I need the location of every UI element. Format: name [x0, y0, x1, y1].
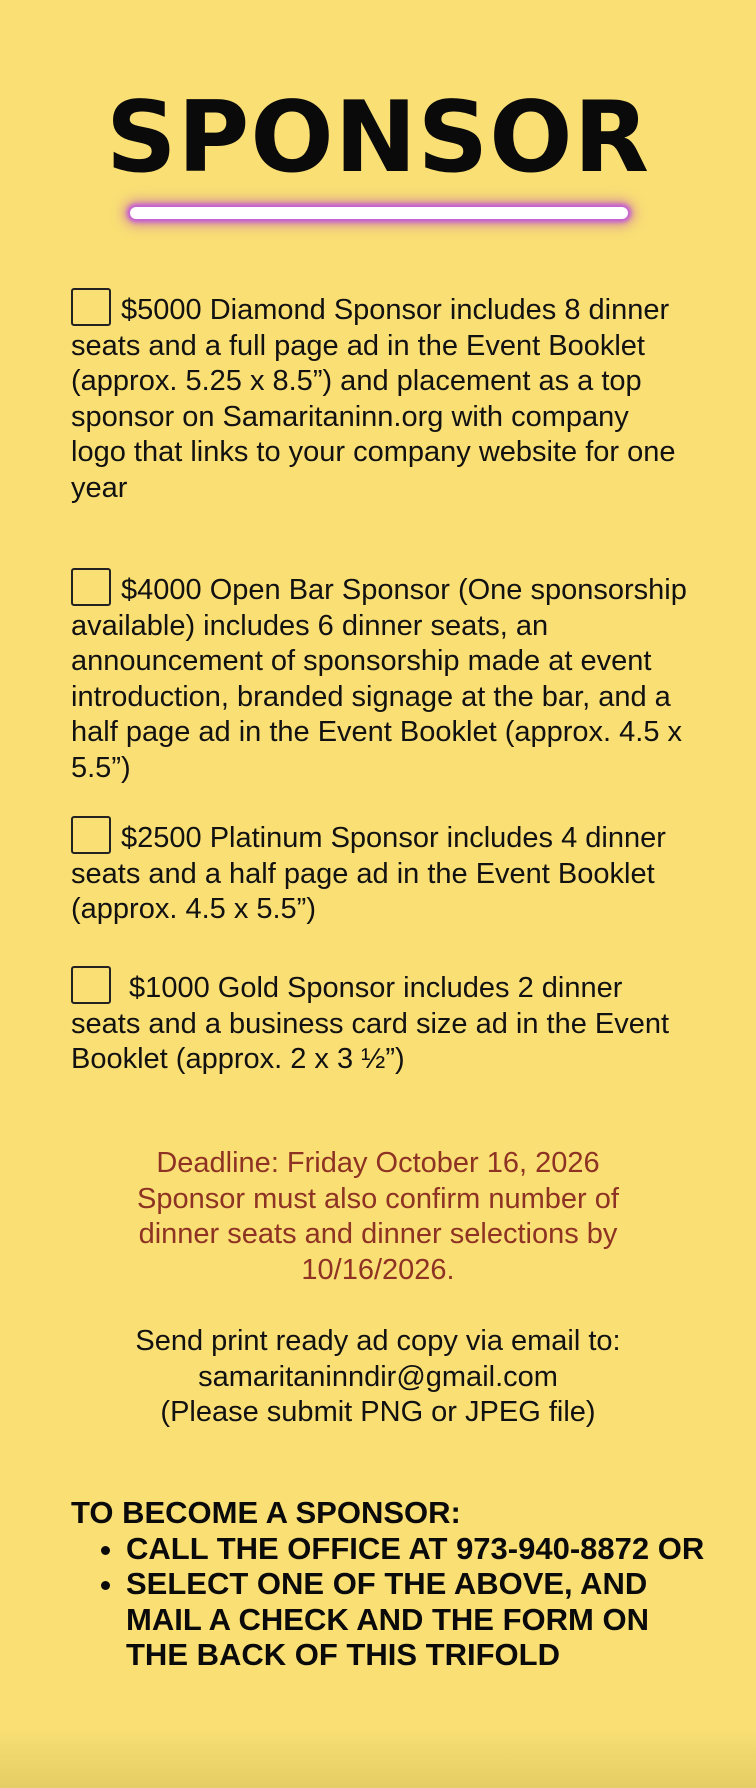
neon-underline — [130, 207, 628, 219]
sponsor-option-platinum — [71, 816, 691, 928]
deadline-notice — [60, 1146, 696, 1288]
cta-item-call: • CALL THE OFFICE AT 973-940-8872 OR — [126, 1531, 711, 1567]
page-title: SPONSOR — [105, 81, 651, 195]
option-label: $1000 Gold Sponsor includes 2 dinner seats and a business card size ad in the Event Booklet (approx. 2 x 3 ½”) — [71, 972, 670, 1075]
deadline-line: Sponsor must also confirm number of — [137, 1182, 619, 1215]
option-label: $2500 Platinum Sponsor includes 4 dinner seats and a half page ad in the Event Booklet (approx. 4.5 x 5.5”) — [71, 822, 666, 925]
option-label: $5000 Diamond Sponsor includes 8 dinner seats and a full page ad in the Event Booklet (approx. 5.25 x 8.5”) and placement as a top sponsor on Samaritaninn.org with company logo that links to your company website for one year — [71, 294, 676, 504]
option-label: $4000 Open Bar Sponsor (One sponsorship available) includes 6 dinner seats, an announcement of sponsorship made at event introduction, branded signage at the bar, and a half page ad in the Event Booklet (approx. 4.5 x 5.5”) — [71, 574, 687, 784]
platinum-checkbox[interactable] — [71, 816, 111, 854]
become-sponsor-section — [71, 1495, 711, 1673]
deadline-line: Deadline: Friday October 16, 2026 — [156, 1147, 600, 1179]
ad-copy-instructions — [60, 1324, 696, 1431]
diamond-checkbox[interactable] — [71, 288, 111, 326]
cta-list — [71, 1531, 711, 1673]
email-address[interactable]: samaritaninndir@gmail.com — [198, 1360, 558, 1393]
send-line: (Please submit PNG or JPEG file) — [160, 1396, 596, 1428]
cta-heading: TO BECOME A SPONSOR: — [71, 1495, 461, 1530]
send-line: Send print ready ad copy via email to: — [135, 1325, 621, 1357]
deadline-line: dinner seats and dinner selections by — [138, 1218, 618, 1250]
open-bar-checkbox[interactable] — [71, 568, 111, 606]
gold-checkbox[interactable] — [71, 966, 111, 1004]
sponsor-option-diamond — [71, 288, 691, 506]
cta-item-mail: • SELECT ONE OF THE ABOVE, AND MAIL A CHECK AND THE FORM ON THE BACK OF THIS TRIFOLD — [126, 1566, 711, 1673]
bottom-shadow — [0, 1728, 756, 1788]
deadline-line: 10/16/2026. — [301, 1253, 455, 1286]
sponsor-option-gold — [71, 966, 691, 1078]
sponsor-option-open-bar — [71, 568, 691, 786]
